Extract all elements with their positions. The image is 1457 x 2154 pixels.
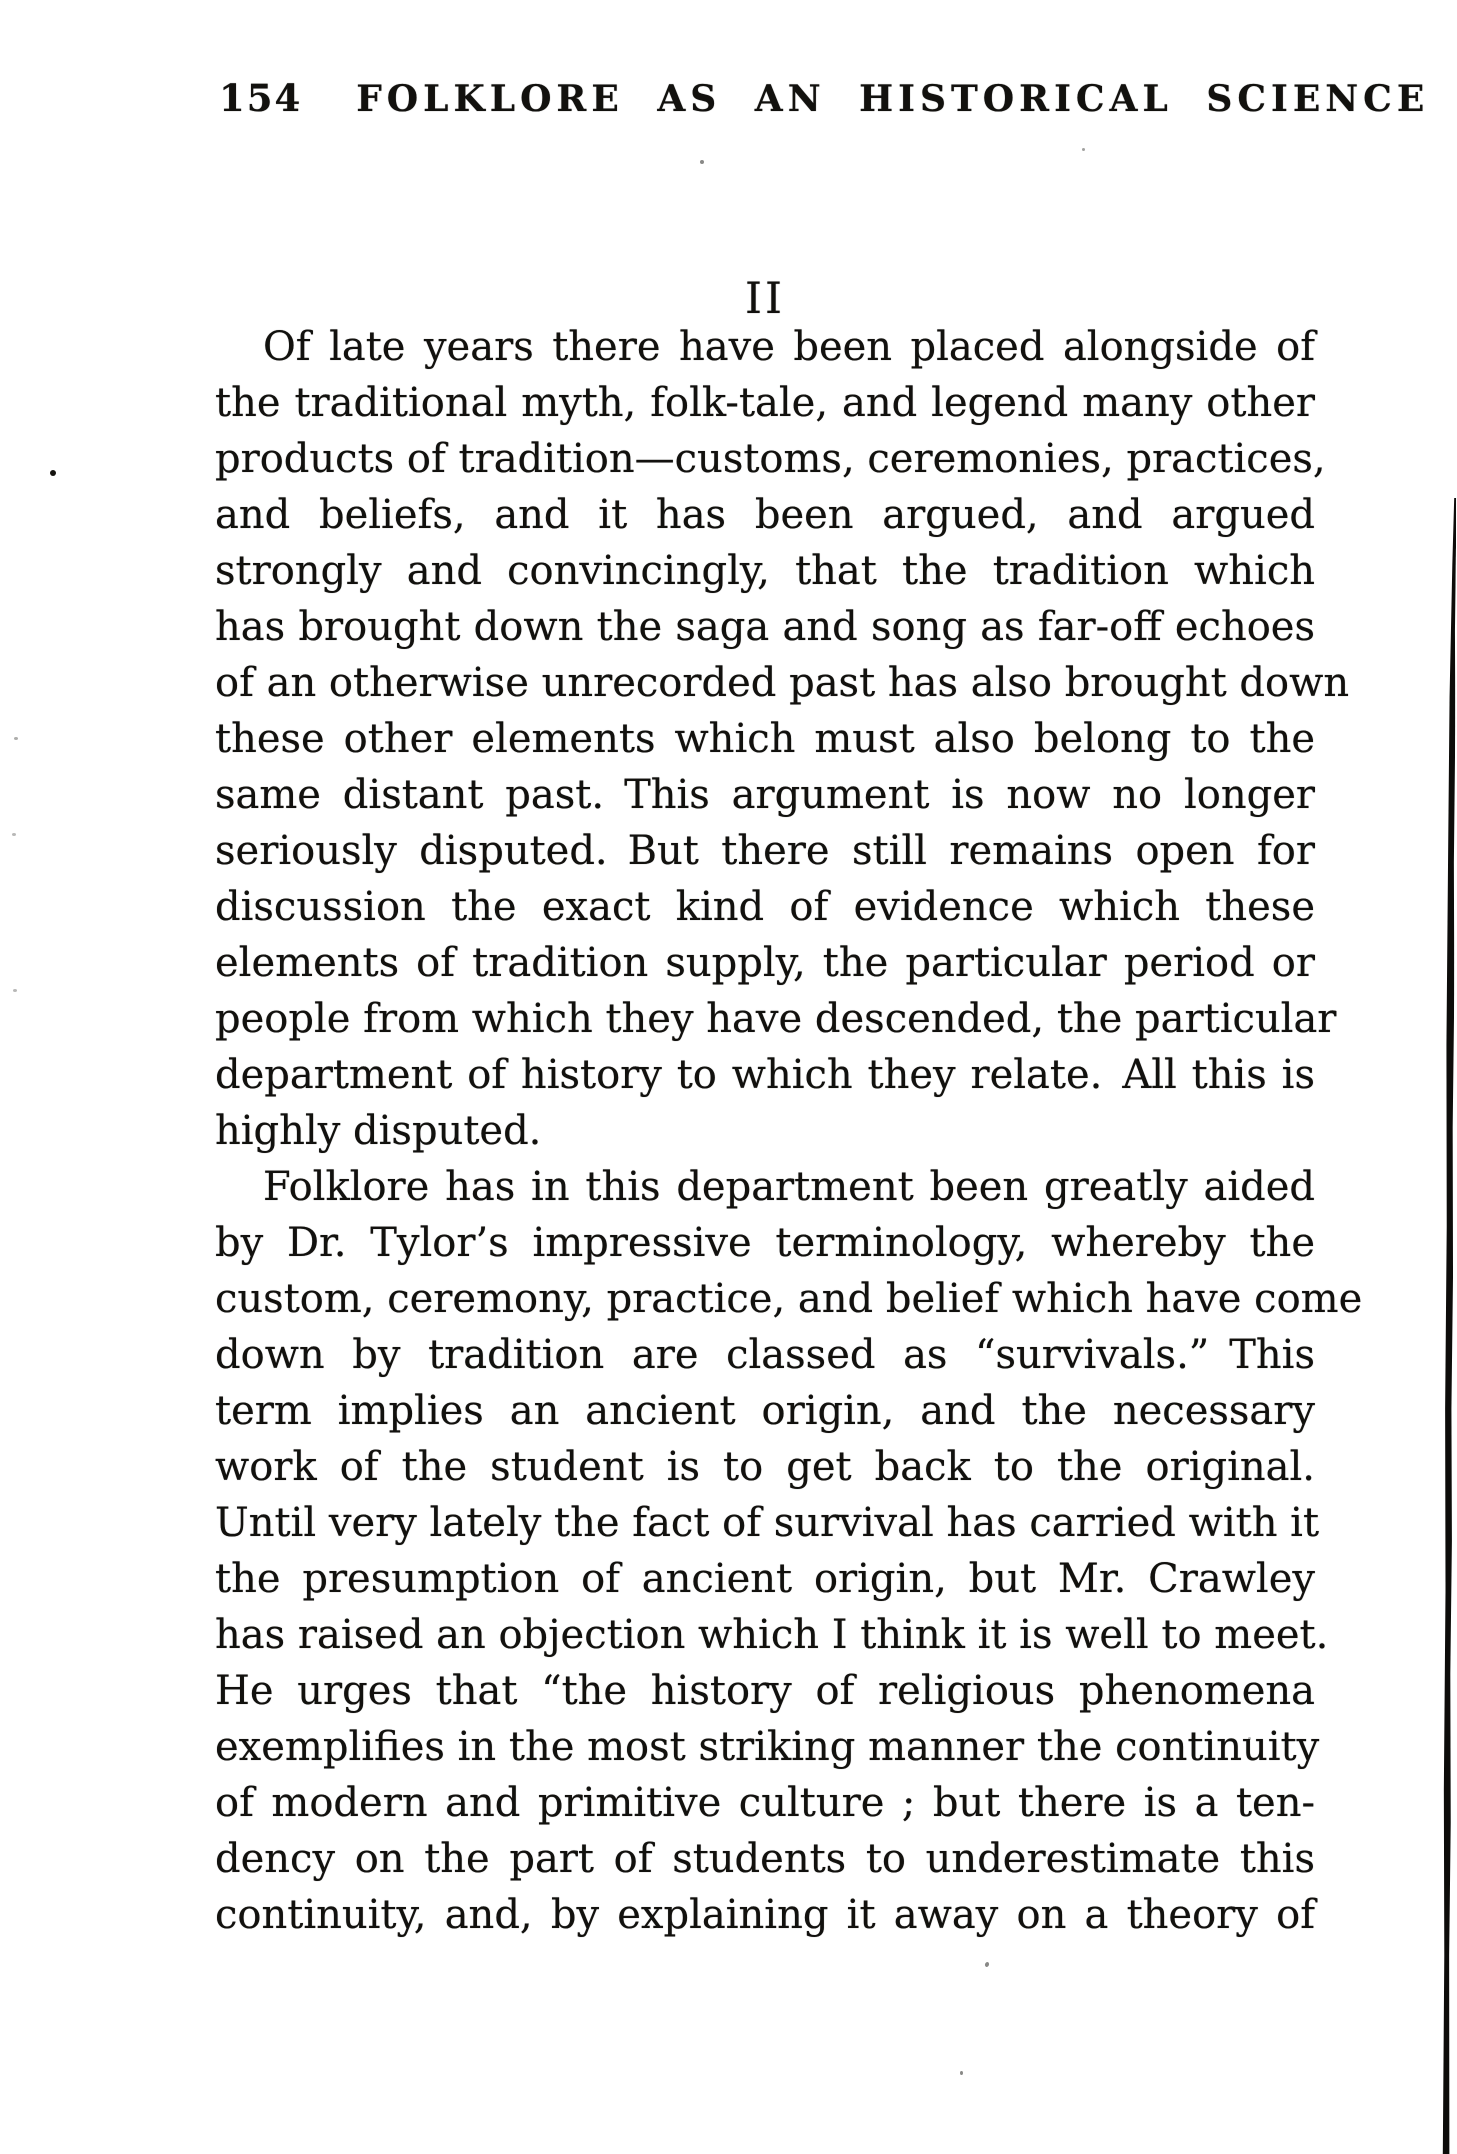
text-line: highly disputed.	[215, 1108, 542, 1154]
text-line: and beliefs, and it has been argued, and argued	[215, 492, 1315, 538]
text-line: exemplifies in the most striking manner the continuity	[215, 1724, 1320, 1770]
text-line: the presumption of ancient origin, but Mr. Crawley	[215, 1556, 1315, 1602]
text-line: of an otherwise unrecorded past has also brought down	[215, 660, 1350, 706]
text-line: Folklore has in this department been greatly aided	[263, 1164, 1315, 1210]
text-line: strongly and convincingly, that the tradition which	[215, 548, 1315, 594]
text-line: He urges that “the history of religious phenomena	[215, 1668, 1315, 1714]
ink-speck	[960, 2071, 963, 2075]
scan-artifact-line	[1441, 498, 1456, 2154]
page-number: 154	[219, 76, 303, 120]
text-line: the traditional myth, folk-tale, and legend many other	[215, 380, 1315, 426]
ink-speck	[1248, 1737, 1251, 1740]
text-line: work of the student is to get back to the original.	[215, 1444, 1315, 1490]
text-line: term implies an ancient origin, and the necessary	[215, 1388, 1315, 1434]
text-line: by Dr. Tylor’s impressive terminology, whereby the	[215, 1220, 1315, 1266]
section-heading: II	[745, 274, 785, 324]
ink-speck	[700, 160, 704, 164]
text-line: Until very lately the fact of survival has carried with it	[215, 1500, 1320, 1546]
text-line: same distant past. This argument is now no longer	[215, 772, 1315, 818]
text-line: dency on the part of students to underestimate this	[215, 1836, 1315, 1882]
text-line: continuity, and, by explaining it away on a theory of	[215, 1892, 1315, 1938]
text-line: seriously disputed. But there still remains open for	[215, 828, 1315, 874]
text-line: people from which they have descended, the particular	[215, 996, 1337, 1042]
text-line: discussion the exact kind of evidence which these	[215, 884, 1315, 930]
ink-speck	[50, 470, 56, 476]
text-line: products of tradition—customs, ceremonies, practices,	[215, 436, 1326, 482]
running-title: FOLKLORE AS AN HISTORICAL SCIENCE	[356, 78, 1430, 120]
text-line: Of late years there have been placed alongside of	[263, 324, 1315, 370]
text-line: these other elements which must also belong to the	[215, 716, 1315, 762]
text-line: custom, ceremony, practice, and belief which have come	[215, 1276, 1363, 1322]
text-line: department of history to which they relate. All this is	[215, 1052, 1315, 1098]
ink-speck	[13, 989, 17, 992]
ink-speck	[1082, 148, 1085, 151]
text-line: of modern and primitive culture ; but there is a ten-	[215, 1780, 1315, 1826]
ink-speck	[12, 833, 16, 836]
text-line: has brought down the saga and song as far-off echoes	[215, 604, 1315, 650]
running-header	[219, 76, 1429, 120]
text-line: down by tradition are classed as “survivals.” This	[215, 1332, 1315, 1378]
ink-speck	[14, 737, 18, 740]
ink-speck	[984, 1961, 989, 1967]
text-line: elements of tradition supply, the particular period or	[215, 940, 1315, 986]
text-line: has raised an objection which I think it is well to meet.	[215, 1612, 1329, 1658]
body-text	[215, 319, 1363, 1943]
